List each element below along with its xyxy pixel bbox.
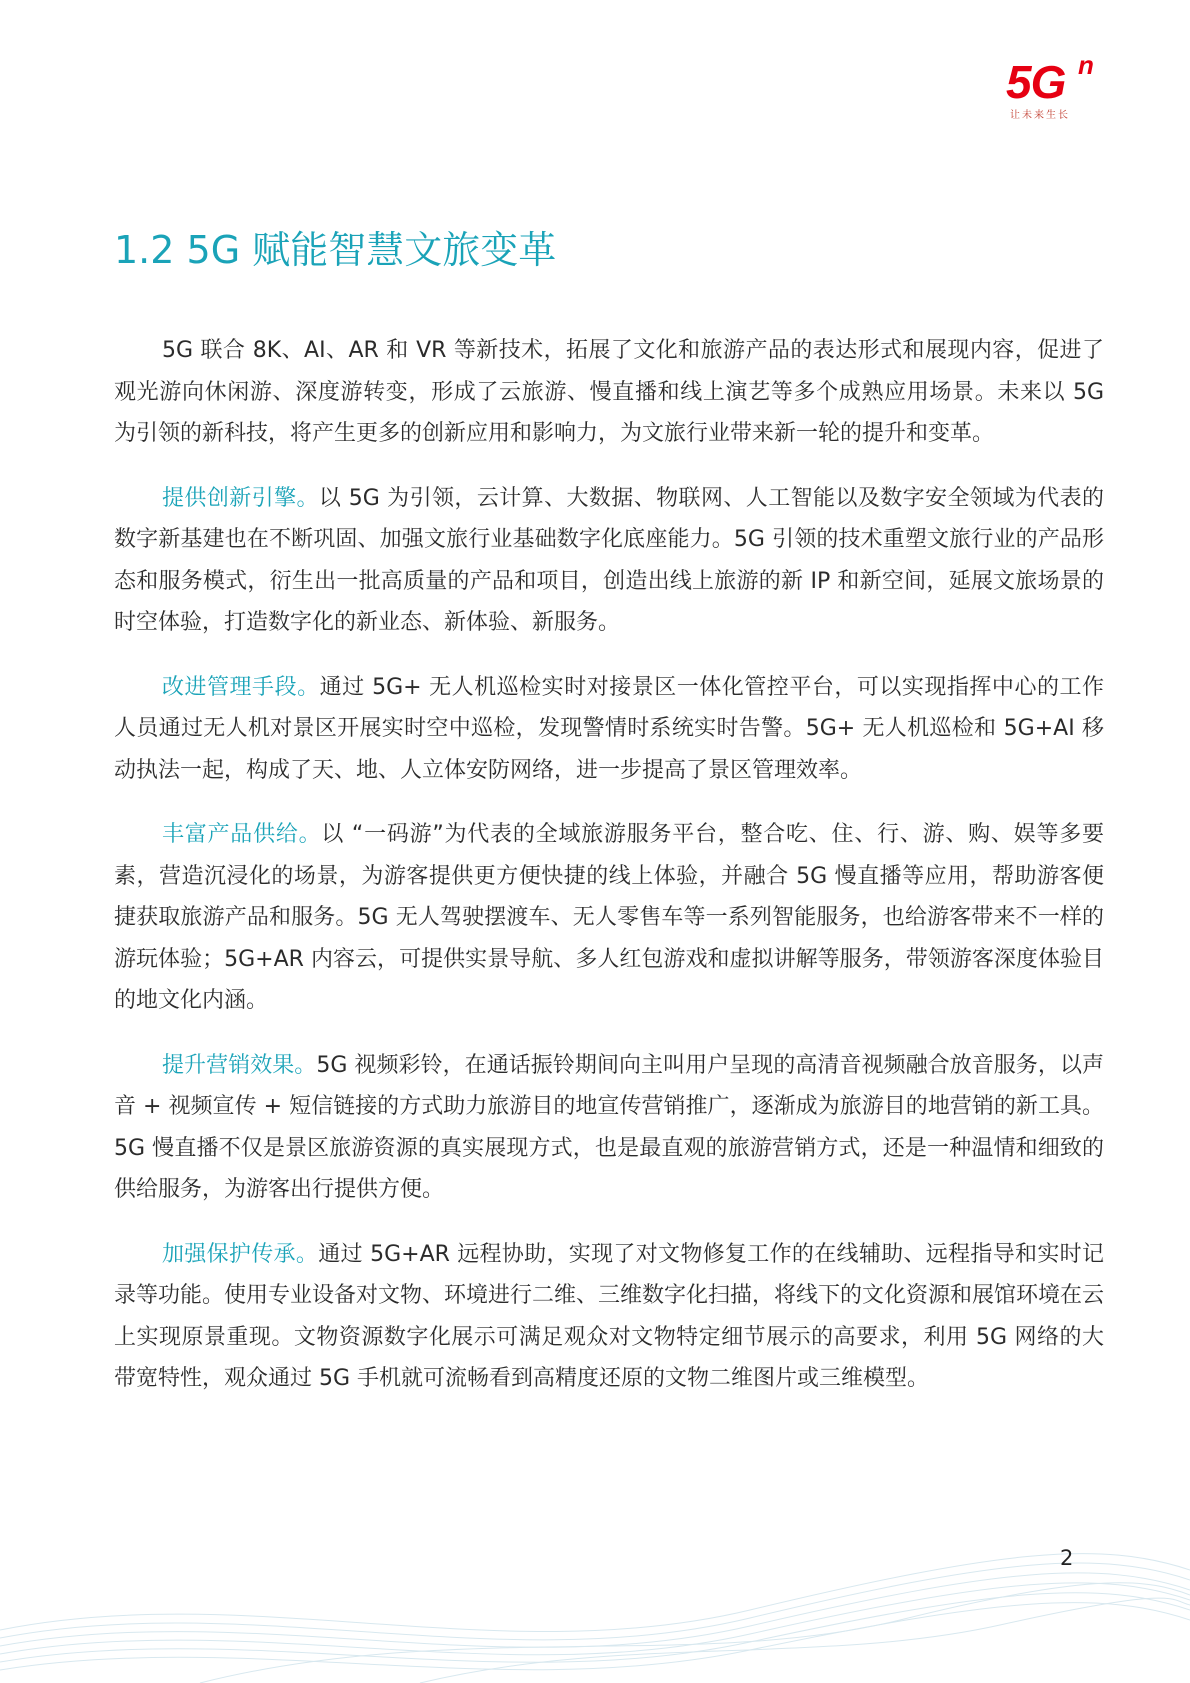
brand-logo: [1006, 52, 1126, 122]
paragraph-text: 通过 5G+AR 远程协助，实现了对文物修复工作的在线辅助、远程指导和实时记录等功能。使用专业设备对文物、环境进行二维、三维数字化扫描，将线下的文化资源和展馆环境在云上实现原景重现。文物资源数字化展示可满足观众对文物特定细节展示的高要求，利用 5G 网络的大带宽特性，观众通过 5G 手机就可流畅看到高精度还原的文物二维图片或三维模型。: [114, 1241, 1105, 1391]
paragraph-text: 通过 5G+ 无人机巡检实时对接景区一体化管控平台，可以实现指挥中心的工作人员通过无人机对景区开展实时空中巡检，发现警情时系统实时告警。5G+ 无人机巡检和 5G+AI 移动执法一起，构成了天、地、人立体安防网络，进一步提高了景区管理效率。: [114, 674, 1104, 783]
paragraph-highlight: 改进管理手段。: [162, 674, 320, 700]
paragraph-innovation-engine: [114, 478, 1104, 644]
paragraph-highlight: 加强保护传承。: [162, 1241, 319, 1267]
paragraph-heritage: [114, 1234, 1104, 1400]
logo-tagline: 让未来生长: [1010, 110, 1070, 121]
paragraph-highlight: 提升营销效果。: [162, 1052, 317, 1078]
paragraph-text: 以 5G 为引领，云计算、大数据、物联网、人工智能以及数字安全领域为代表的数字新基建也在不断巩固、加强文旅行业基础数字化底座能力。5G 引领的技术重塑文旅行业的产品形态和服务模式，衍生出一批高质量的产品和项目，创造出线上旅游的新 IP 和新空间，延展文旅场景的时空体验，打造数字化的新业态、新体验、新服务。: [114, 485, 1104, 635]
paragraph-text: 5G 联合 8K、AI、AR 和 VR 等新技术，拓展了文化和旅游产品的表达形式和展现内容，促进了观光游向休闲游、深度游转变，形成了云旅游、慢直播和线上演艺等多个成熟应用场景。未来以 5G 为引领的新科技，将产生更多的创新应用和影响力，为文旅行业带来新一轮的提升和变革。: [114, 338, 1104, 446]
logo-superscript: n: [1078, 50, 1094, 80]
paragraph-highlight: 丰富产品供给。: [162, 822, 322, 847]
paragraph-text: 5G 视频彩铃，在通话振铃期间向主叫用户呈现的高清音视频融合放音服务，以声音 + 视频宣传 + 短信链接的方式助力旅游目的地宣传营销推广，逐渐成为旅游目的地营销的新工具。5G 慢直播不仅是景区旅游资源的真实展现方式，也是最直观的旅游营销方式，还是一种温情和细致的供给服务，为游客出行提供方便。: [114, 1052, 1104, 1202]
paragraph-management: [114, 667, 1104, 792]
page-number: 2: [1060, 1546, 1074, 1570]
paragraph-text: 以 “一码游”为代表的全域旅游服务平台，整合吃、住、行、游、购、娱等多要素，营造沉浸化的场景，为游客提供更方便快捷的线上体验，并融合 5G 慢直播等应用，帮助游客便捷获取旅游产品和服务。5G 无人驾驶摆渡车、无人零售车等一系列智能服务，也给游客带来不一样的游玩体验；5G+AR 内容云，可提供实景导航、多人红包游戏和虚拟讲解等服务，带领游客深度体验目的地文化内涵。: [114, 822, 1104, 1013]
paragraph-highlight: 提供创新引擎。: [162, 485, 319, 511]
body-content: [114, 330, 1104, 1423]
logo-5g-text: 5G: [1006, 56, 1066, 108]
paragraph-product-supply: [114, 814, 1104, 1022]
section-title: 1.2 5G 赋能智慧文旅变革: [114, 228, 557, 272]
paragraph-marketing: [114, 1045, 1104, 1211]
decorative-wave-lines: [0, 1420, 1190, 1683]
paragraph-intro: [114, 330, 1104, 455]
